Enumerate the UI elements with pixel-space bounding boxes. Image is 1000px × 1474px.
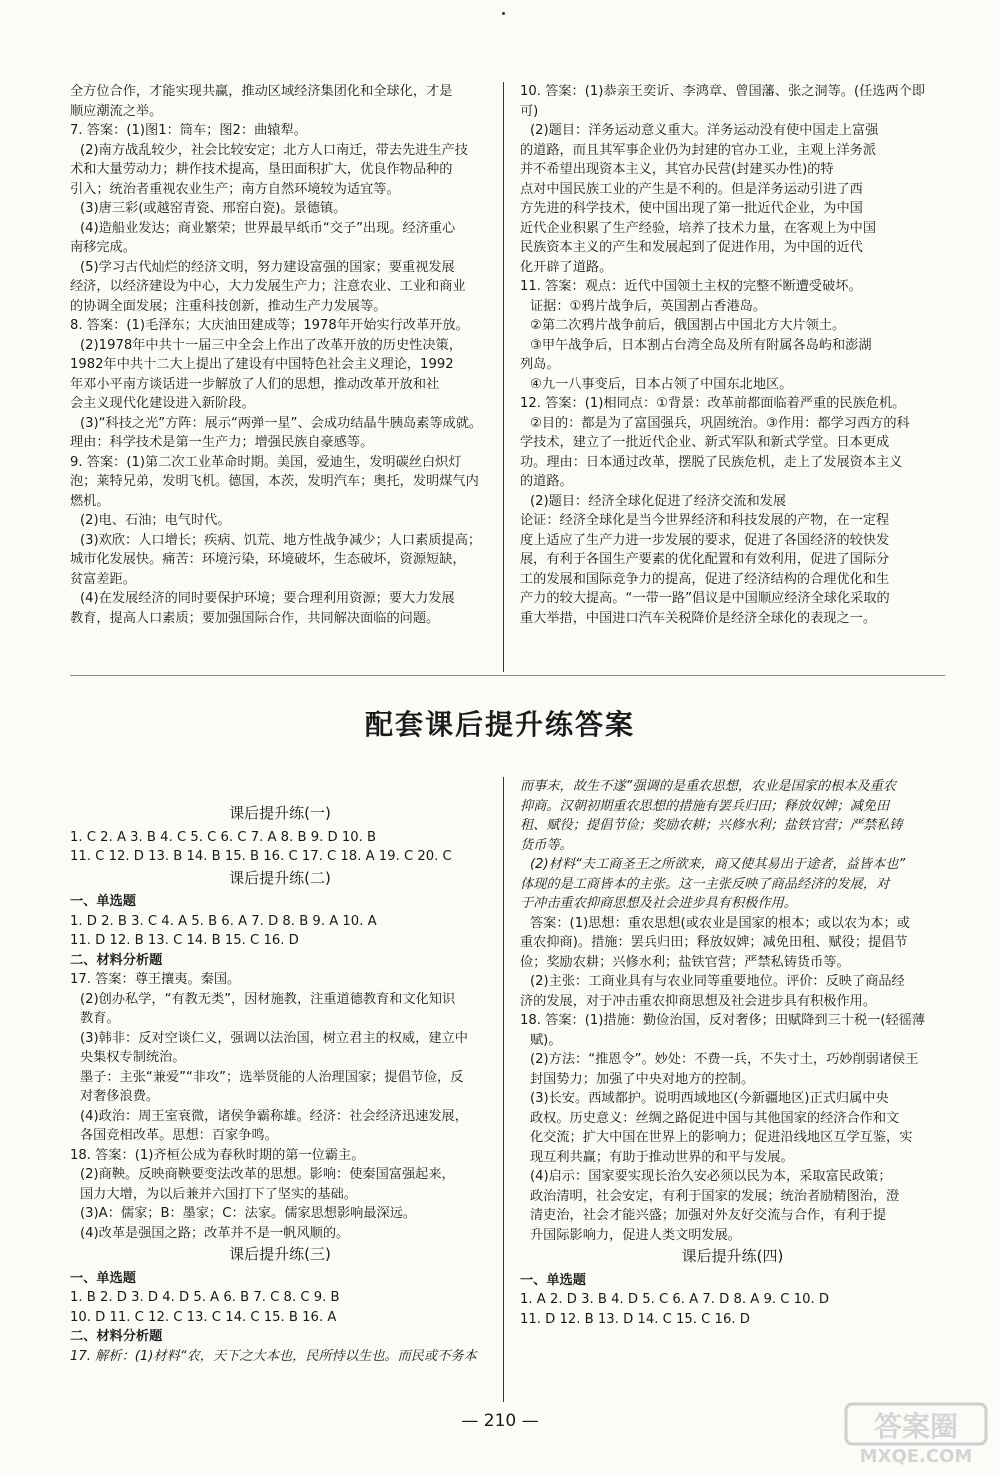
text-line: 展，有利于各国生产要素的优化配置和有效利用，促进了国际分 (520, 552, 890, 567)
text-line: 的道路，而且其军事企业仍为封建的官办工业，主观上洋务派 (520, 142, 877, 158)
text-line: 1. C 2. A 3. B 4. C 5. C 6. C 7. A 8. B 9. D 10. B (70, 829, 377, 845)
text-line: 现互利共赢；有助于推动世界的和平与发展。 (530, 1149, 794, 1165)
text-line: 11. D 12. B 13. D 14. C 15. C 16. D (520, 1311, 750, 1327)
text-line: (3)A：儒家；B：墨家；C：法家。儒家思想影响最深远。 (80, 1206, 417, 1221)
bottom-left-column (70, 802, 490, 1366)
text-line: 会主义现代化建设进入新阶段。 (70, 396, 255, 411)
text-line: 燃机。 (70, 493, 110, 509)
text-line: 清吏治，社会才能兴盛；加强对外友好交流与合作，有利于提 (530, 1208, 887, 1223)
text-line: 对奢侈浪费。 (80, 1089, 160, 1104)
svg-text:答案圈: 答案圈 (873, 1410, 959, 1443)
text-line: 化交流；扩大中国在世界上的影响力；促进沿线地区互学互鉴，实 (530, 1130, 913, 1145)
text-line: (4)启示：国家要实现长治久安必须以民为本，采取富民政策； (530, 1169, 892, 1184)
text-line: 升国际影响力，促进人类文明发展。 (530, 1227, 741, 1243)
text-line: 国力大增，为以后兼并六国打下了坚实的基础。 (80, 1186, 357, 1202)
text-line: ②目的：都是为了富国强兵，巩固统治。③作用：都学习西方的科 (530, 415, 910, 431)
text-line: 二、材料分析题 (70, 952, 163, 968)
text-line: 列岛。 (520, 357, 560, 372)
text-line: 重大举措，中国进口汽车关税降价是经济全球化的表现之一。 (520, 610, 877, 626)
text-line: 11. C 12. D 13. B 14. B 15. B 16. C 17. C 18. A 19. C 20. C (70, 849, 452, 864)
top-left-column (70, 82, 490, 628)
page-number: — 210 — (461, 1411, 539, 1431)
text-line: 政治清明，社会安定，有利于国家的发展；统治者励精图治，澄 (530, 1188, 900, 1204)
text-line: (3)“科技之光”方阵：展示“两弹一星”、会成功结晶牛胰岛素等成就。 (80, 415, 483, 431)
text-line: 17. 解析：(1)材料“农，天下之大本也，民所恃以生也。而民或不务本 (70, 1348, 477, 1364)
text-line: 11. D 12. B 13. C 14. B 15. C 16. D (70, 933, 299, 948)
text-line: ③甲午战争后，日本割占台湾全岛及所有附属各岛屿和澎湖 (530, 337, 872, 353)
subsection-heading: 课后提升练(一) (229, 804, 331, 822)
text-line: 央集权专制统治。 (80, 1050, 186, 1065)
text-line: 9. 答案：(1)第二次工业革命时期。美国，爱迪生，发明碳丝白炽灯 (70, 454, 462, 470)
text-line: 11. 答案：观点：近代中国领土主权的完整不断遭受破坏。 (520, 279, 862, 294)
text-line: 城市化发展快。痛苦：环境污染，环境破坏，生态破坏，资源短缺， (70, 552, 466, 567)
text-line: 一、单选题 (520, 1272, 586, 1288)
text-line: 点对中国民族工业的产生是不利的。但是洋务运动引进了西 (520, 181, 863, 197)
text-line: 二、材料分析题 (70, 1329, 163, 1344)
text-line: 而事末，故生不遂”强调的是重农思想，农业是国家的根本及重农 (520, 779, 897, 794)
text-line: (2)商鞅。反映商鞅要变法改革的思想。影响：使秦国富强起来， (80, 1167, 455, 1182)
text-line: 12. 答案：(1)相同点：①背景：改革前都面临着严重的民族危机。 (520, 396, 906, 411)
text-line: 功。理由：日本通过改革，摆脱了民族危机，走上了发展资本主义 (520, 454, 903, 470)
text-line: 墨子：主张“兼爱”“非攻”；选举贤能的人治理国家；提倡节俭，反 (80, 1069, 464, 1085)
text-line: (3)欢欣：人口增长；疾病、饥荒、地方性战争减少；人口素质提高； (80, 532, 482, 548)
text-line: 于冲击重农抑商思想及社会进步具有积极作用。 (520, 896, 797, 911)
text-line: 的道路。 (520, 474, 573, 489)
text-line: 1. B 2. D 3. D 4. D 5. A 6. B 7. C 8. C 9. B (70, 1290, 340, 1305)
svg-text:MXQE.COM: MXQE.COM (859, 1446, 973, 1467)
subsection-heading: 课后提升练(四) (681, 1247, 784, 1265)
text-line: (2)南方战乱较少，社会比较安定；北方人口南迁，带去先进生产技 (80, 142, 468, 158)
text-line: 俭；奖励农耕；兴修水利；盐铁官营；严禁私铸货币等。 (520, 954, 850, 970)
text-line: 7. 答案：(1)图1：筒车；图2：曲辕犁。 (70, 123, 307, 138)
text-line: 各国竞相改革。思想：百家争鸣。 (80, 1128, 278, 1143)
text-line: 抑商。汉朝初期重农思想的措施有罢兵归田；释放奴婢；减免田 (520, 798, 890, 814)
text-line: 度上适应了生产力进一步发展的要求，促进了各国经济的较快发 (520, 532, 890, 548)
text-line: (4)造船业发达；商业繁荣；世界最早纸币“交子”出现。经济重心 (80, 220, 456, 236)
text-line: 体现的是工商皆本的主张。这一主张反映了商品经济的发展，对 (520, 876, 890, 892)
text-line: 理由：科学技术是第一生产力；增强民族自豪感等。 (70, 435, 374, 450)
text-line: 答案：(1)思想：重农思想(或农业是国家的根本；或以农为本；或 (530, 915, 910, 931)
text-line: 化开辟了道路。 (520, 259, 613, 275)
text-line: 方先进的科学技术，使中国出现了第一批近代企业，为中国 (520, 201, 863, 216)
text-line: (2)题目：经济全球化促进了经济交流和发展 (530, 493, 787, 509)
text-line: 学技术，建立了一批近代企业、新式军队和新式学堂。日本更成 (520, 435, 890, 450)
text-line: 封国势力；加强了中央对地方的控制。 (530, 1071, 755, 1087)
text-line: 10. 答案：(1)恭亲王奕䜣、李鸿章、曾国藩、张之洞等。(任选两个即 (520, 84, 926, 99)
text-line: 17. 答案：尊王攘夷。秦国。 (70, 972, 241, 987)
text-line: 重农抑商)。措施：罢兵归田；释放奴婢；减免田租、赋役；提倡节 (520, 935, 908, 950)
text-line: 教育。 (80, 1011, 120, 1026)
text-line: 工的发展和国际竞争力的提高，促进了经济结构的合理优化和生 (520, 571, 890, 587)
text-line: (4)改革是强国之路；改革并不是一帆风顺的。 (80, 1225, 350, 1241)
bottom-right-column (520, 777, 945, 1329)
text-line: 并不希望出现资本主义，其官办民营(封建买办性)的特 (520, 162, 834, 177)
text-line: 论证：经济全球化是当今世界经济和科技发展的产物，在一定程 (520, 513, 890, 528)
text-line: (3)韩非：反对空谈仁义，强调以法治国，树立君主的权威，建立中 (80, 1030, 468, 1046)
text-line: (2)题目：洋务运动意义重大。洋务运动没有使中国走上富强 (530, 123, 879, 138)
text-line: 术和大量劳动力；耕作技术提高，垦田面积扩大，优良作物品种的 (70, 162, 453, 177)
text-line: 近代企业积累了生产经验，培养了技术力量，在客观上为中国 (520, 220, 877, 236)
top-right-column (520, 82, 945, 628)
text-line: 产力的较大提高。“一带一路”倡议是中国顺应经济全球化采取的 (520, 591, 890, 606)
text-line: 的协调全面发展；注重科技创新，推动生产力发展等。 (70, 298, 387, 314)
text-line: 18. 答案：(1)措施：勤俭治国，反对奢侈；田赋降到三十税一(轻徭薄 (520, 1013, 926, 1028)
subsection-heading: 课后提升练(三) (229, 1245, 331, 1263)
text-line: 年邓小平南方谈话进一步解放了人们的思想，推动改革开放和社 (70, 376, 440, 392)
watermark-logo (842, 1398, 992, 1468)
text-line: 贫富差距。 (70, 571, 136, 587)
text-line: 18. 答案：(1)齐桓公成为春秋时期的第一位霸主。 (70, 1147, 365, 1163)
text-line: (3)唐三彩(或越窑青瓷、邢窑白瓷)。景德镇。 (80, 201, 347, 216)
text-line: 赋)。 (530, 1032, 562, 1048)
text-line: 教育，提高人口素质；要加强国际合作，共同解决面临的问题。 (70, 610, 440, 626)
text-line: (3)长安。西域都护。说明西域地区(今新疆地区)正式归属中央 (530, 1091, 889, 1106)
text-line: 民族资本主义的产生和发展起到了促进作用，为中国的近代 (520, 240, 863, 255)
text-line: 1. D 2. B 3. C 4. A 5. B 6. A 7. D 8. B 9. A 10. A (70, 913, 377, 929)
text-line: 南移完成。 (70, 240, 136, 255)
text-line: 1982年中共十二大上提出了建设有中国特色社会主义理论，1992 (70, 357, 454, 372)
page-mark (502, 12, 505, 15)
text-line: (2)主张：工商业具有与农业同等重要地位。评价：反映了商品经 (530, 974, 905, 989)
text-line: (2)材料“夫工商圣王之所欲来，商又使其易出于途者，益皆本也” (530, 857, 906, 872)
text-line: (5)学习古代灿烂的经济文明，努力建设富强的国家；要重视发展 (80, 259, 455, 275)
text-line: 顺应潮流之举。 (70, 103, 163, 119)
subsection-heading: 课后提升练(二) (229, 868, 331, 887)
text-line: 1. A 2. D 3. B 4. D 5. C 6. A 7. D 8. A 9. C 10. D (520, 1292, 830, 1307)
section-title: 配套课后提升练答案 (364, 708, 635, 741)
column-divider-top (503, 82, 504, 672)
text-line: (4)在发展经济的同时要保护环境；要合理利用资源；要大力发展 (80, 591, 455, 606)
text-line: 证据：①鸦片战争后，英国割占香港岛。 (530, 298, 767, 314)
section-rule (70, 675, 945, 676)
text-line: 可) (520, 103, 539, 119)
text-line: 全方位合作，才能实现共赢，推动区域经济集团化和全球化，才是 (70, 84, 453, 99)
text-line: (2)方法：“推恩令”。妙处：不费一兵，不失寸土，巧妙削弱诸侯王 (530, 1052, 919, 1067)
text-line: (4)政治：周王室衰微，诸侯争霸称雄。经济：社会经济迅速发展， (80, 1108, 468, 1124)
column-divider-bottom (503, 777, 504, 1402)
text-line: 10. D 11. C 12. C 13. C 14. C 15. B 16. A (70, 1309, 337, 1325)
text-line: 济的发展，对于冲击重农抑商思想及社会进步具有积极作用。 (520, 993, 877, 1009)
text-line: 一、单选题 (70, 1270, 136, 1286)
text-line: 经济，以经济建设为中心，大力发展生产力；注意农业、工业和商业 (70, 279, 466, 294)
text-line: (2)1978年中共十一届三中全会上作出了改革开放的历史性决策， (80, 337, 462, 353)
text-line: 8. 答案：(1)毛泽东；大庆油田建成等；1978年开始实行改革开放。 (70, 318, 469, 333)
text-line: ④九一八事变后，日本占领了中国东北地区。 (530, 376, 793, 392)
text-line: 泡；莱特兄弟，发明飞机。德国，本茨，发明汽车；奥托，发明煤气内 (70, 474, 479, 489)
text-line: (2)电、石油；电气时代。 (80, 513, 231, 528)
text-line: ②第二次鸦片战争前后，俄国割占中国北方大片领土。 (530, 318, 846, 333)
text-line: 引入；统治者重视农业生产；南方自然环境较为适宜等。 (70, 181, 400, 197)
text-line: 租、赋役；提倡节俭；奖励农耕；兴修水利；盐铁官营；严禁私铸 (520, 818, 903, 833)
text-line: 政权。历史意义：丝绸之路促进中国与其他国家的经济合作和文 (530, 1110, 900, 1126)
text-line: 货币等。 (520, 837, 573, 853)
text-line: 一、单选题 (70, 894, 136, 909)
text-line: (2)创办私学，“有教无类”，因材施教，注重道德教育和文化知识 (80, 991, 456, 1007)
